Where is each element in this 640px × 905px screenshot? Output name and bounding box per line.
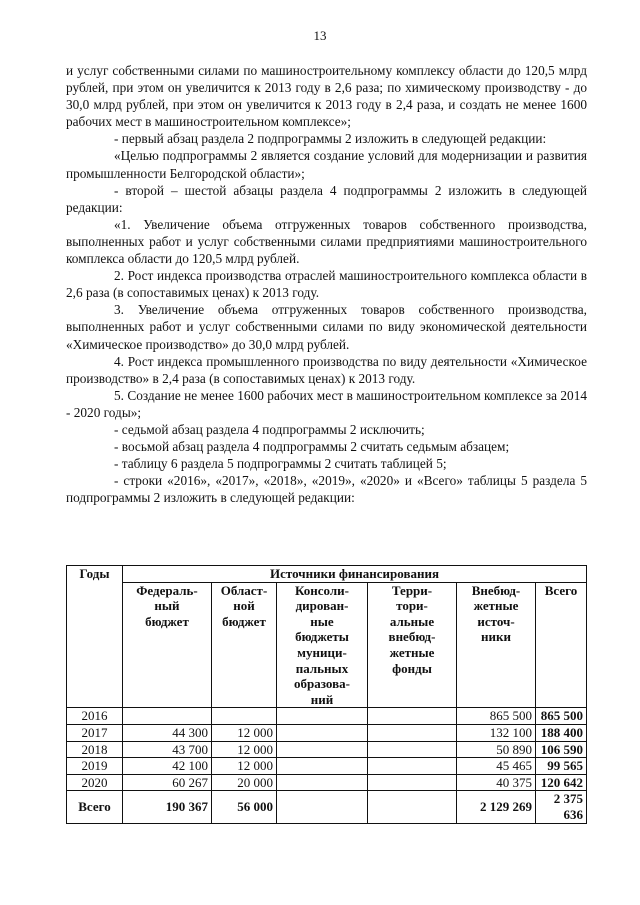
table-row bbox=[67, 708, 587, 725]
cell-municipal bbox=[277, 774, 368, 791]
cell-extrabudgetary: 865 500 bbox=[457, 708, 536, 725]
page-number: 13 bbox=[313, 28, 327, 43]
cell-total: 99 565 bbox=[536, 758, 587, 775]
cell-territorial bbox=[368, 724, 457, 741]
cell-total: 106 590 bbox=[536, 741, 587, 758]
cell-extrabudgetary: 50 890 bbox=[457, 741, 536, 758]
cell-territorial bbox=[368, 758, 457, 775]
document-body bbox=[66, 62, 587, 506]
cell-year: 2017 bbox=[67, 724, 123, 741]
cell-municipal bbox=[277, 724, 368, 741]
cell-federal: 42 100 bbox=[123, 758, 212, 775]
cell-territorial bbox=[368, 708, 457, 725]
paragraph: 4. Рост индекса промышленного производства по виду деятельности «Химическое производство» в 2,4 раза (в сопоставимых ценах) к 2013 году. bbox=[66, 353, 587, 386]
cell-total: 865 500 bbox=[536, 708, 587, 725]
cell-total: 2 375 636 bbox=[536, 791, 587, 823]
cell-year: Всего bbox=[67, 791, 123, 823]
paragraph: «Целью подпрограммы 2 является создание условий для модернизации и развития промышленности Белгородской области»; bbox=[66, 148, 587, 181]
cell-year: 2020 bbox=[67, 774, 123, 791]
table-row bbox=[67, 724, 587, 741]
col-header-federal: Федераль- ный бюджет bbox=[123, 582, 212, 708]
cell-federal: 60 267 bbox=[123, 774, 212, 791]
cell-municipal bbox=[277, 758, 368, 775]
cell-regional: 12 000 bbox=[212, 758, 277, 775]
cell-extrabudgetary: 2 129 269 bbox=[457, 791, 536, 823]
table-header-row bbox=[67, 566, 587, 583]
table-row bbox=[67, 758, 587, 775]
cell-regional: 20 000 bbox=[212, 774, 277, 791]
paragraph: - строки «2016», «2017», «2018», «2019», «2020» и «Всего» таблицы 5 раздела 5 подпрограммы 2 изложить в следующей редакции: bbox=[66, 473, 587, 506]
cell-extrabudgetary: 45 465 bbox=[457, 758, 536, 775]
paragraph: 3. Увеличение объема отгруженных товаров собственного производства, выполненных работ и услуг собственными силами по виду экономической деятельности «Химическое производство» до 30,0 млрд рублей. bbox=[66, 302, 587, 352]
paragraph: - таблицу 6 раздела 5 подпрограммы 2 считать таблицей 5; bbox=[114, 456, 447, 472]
cell-regional: 56 000 bbox=[212, 791, 277, 823]
table-row bbox=[67, 741, 587, 758]
paragraph: - второй – шестой абзацы раздела 4 подпрограммы 2 изложить в следующей редакции: bbox=[66, 182, 587, 215]
cell-territorial bbox=[368, 774, 457, 791]
col-header-extrabudgetary: Внебюд- жетные источ- ники bbox=[457, 582, 536, 708]
col-header-regional: Област- ной бюджет bbox=[212, 582, 277, 708]
paragraph: - седьмой абзац раздела 4 подпрограммы 2 исключить; bbox=[114, 421, 425, 437]
cell-year: 2016 bbox=[67, 708, 123, 725]
financing-sources-header: Источники финансирования bbox=[123, 566, 587, 583]
year-header: Годы bbox=[67, 566, 123, 708]
paragraph: - восьмой абзац раздела 4 подпрограммы 2 считать седьмым абзацем; bbox=[114, 439, 510, 455]
col-header-territorial: Терри- тори- альные внебюд- жетные фонды bbox=[368, 582, 457, 708]
cell-regional bbox=[212, 708, 277, 725]
table-body bbox=[67, 708, 587, 823]
cell-federal bbox=[123, 708, 212, 725]
paragraph: 2. Рост индекса производства отраслей машиностроительного комплекса области в 2,6 раза (в сопоставимых ценах) к 2013 году. bbox=[66, 268, 587, 301]
cell-extrabudgetary: 132 100 bbox=[457, 724, 536, 741]
cell-municipal bbox=[277, 708, 368, 725]
table-subheader-row bbox=[67, 582, 587, 708]
cell-year: 2019 bbox=[67, 758, 123, 775]
financing-table bbox=[66, 565, 587, 824]
cell-total: 120 642 bbox=[536, 774, 587, 791]
cell-regional: 12 000 bbox=[212, 741, 277, 758]
cell-federal: 190 367 bbox=[123, 791, 212, 823]
cell-extrabudgetary: 40 375 bbox=[457, 774, 536, 791]
paragraph: 5. Создание не менее 1600 рабочих мест в машиностроительном комплексе за 2014 - 2020 годы»; bbox=[66, 387, 587, 420]
cell-total: 188 400 bbox=[536, 724, 587, 741]
table-row bbox=[67, 791, 587, 823]
col-header-municipal: Консоли- дирован- ные бюджеты муници- пальных образова- ний bbox=[277, 582, 368, 708]
paragraph: «1. Увеличение объема отгруженных товаров собственного производства, выполненных работ и услуг собственными силами предприятиями машиностроительного комплекса области до 120,5 млрд рублей. bbox=[66, 216, 587, 267]
paragraph: - первый абзац раздела 2 подпрограммы 2 изложить в следующей редакции: bbox=[114, 131, 547, 147]
paragraph: и услуг собственными силами по машиностроительному комплексу области до 120,5 млрд рублей, при этом он увеличится к 2013 году в 2,6 раза; по химическому производству - до 30,0 млрд рублей, при этом он увеличится к 2013 году в 2,4 раза, и создать не менее 1600 рабочих мест в машиностроительном комплексе»; bbox=[66, 63, 587, 130]
col-header-total: Всего bbox=[536, 582, 587, 708]
cell-federal: 44 300 bbox=[123, 724, 212, 741]
cell-regional: 12 000 bbox=[212, 724, 277, 741]
cell-federal: 43 700 bbox=[123, 741, 212, 758]
cell-municipal bbox=[277, 741, 368, 758]
cell-territorial bbox=[368, 791, 457, 823]
cell-year: 2018 bbox=[67, 741, 123, 758]
cell-territorial bbox=[368, 741, 457, 758]
cell-municipal bbox=[277, 791, 368, 823]
table-row bbox=[67, 774, 587, 791]
